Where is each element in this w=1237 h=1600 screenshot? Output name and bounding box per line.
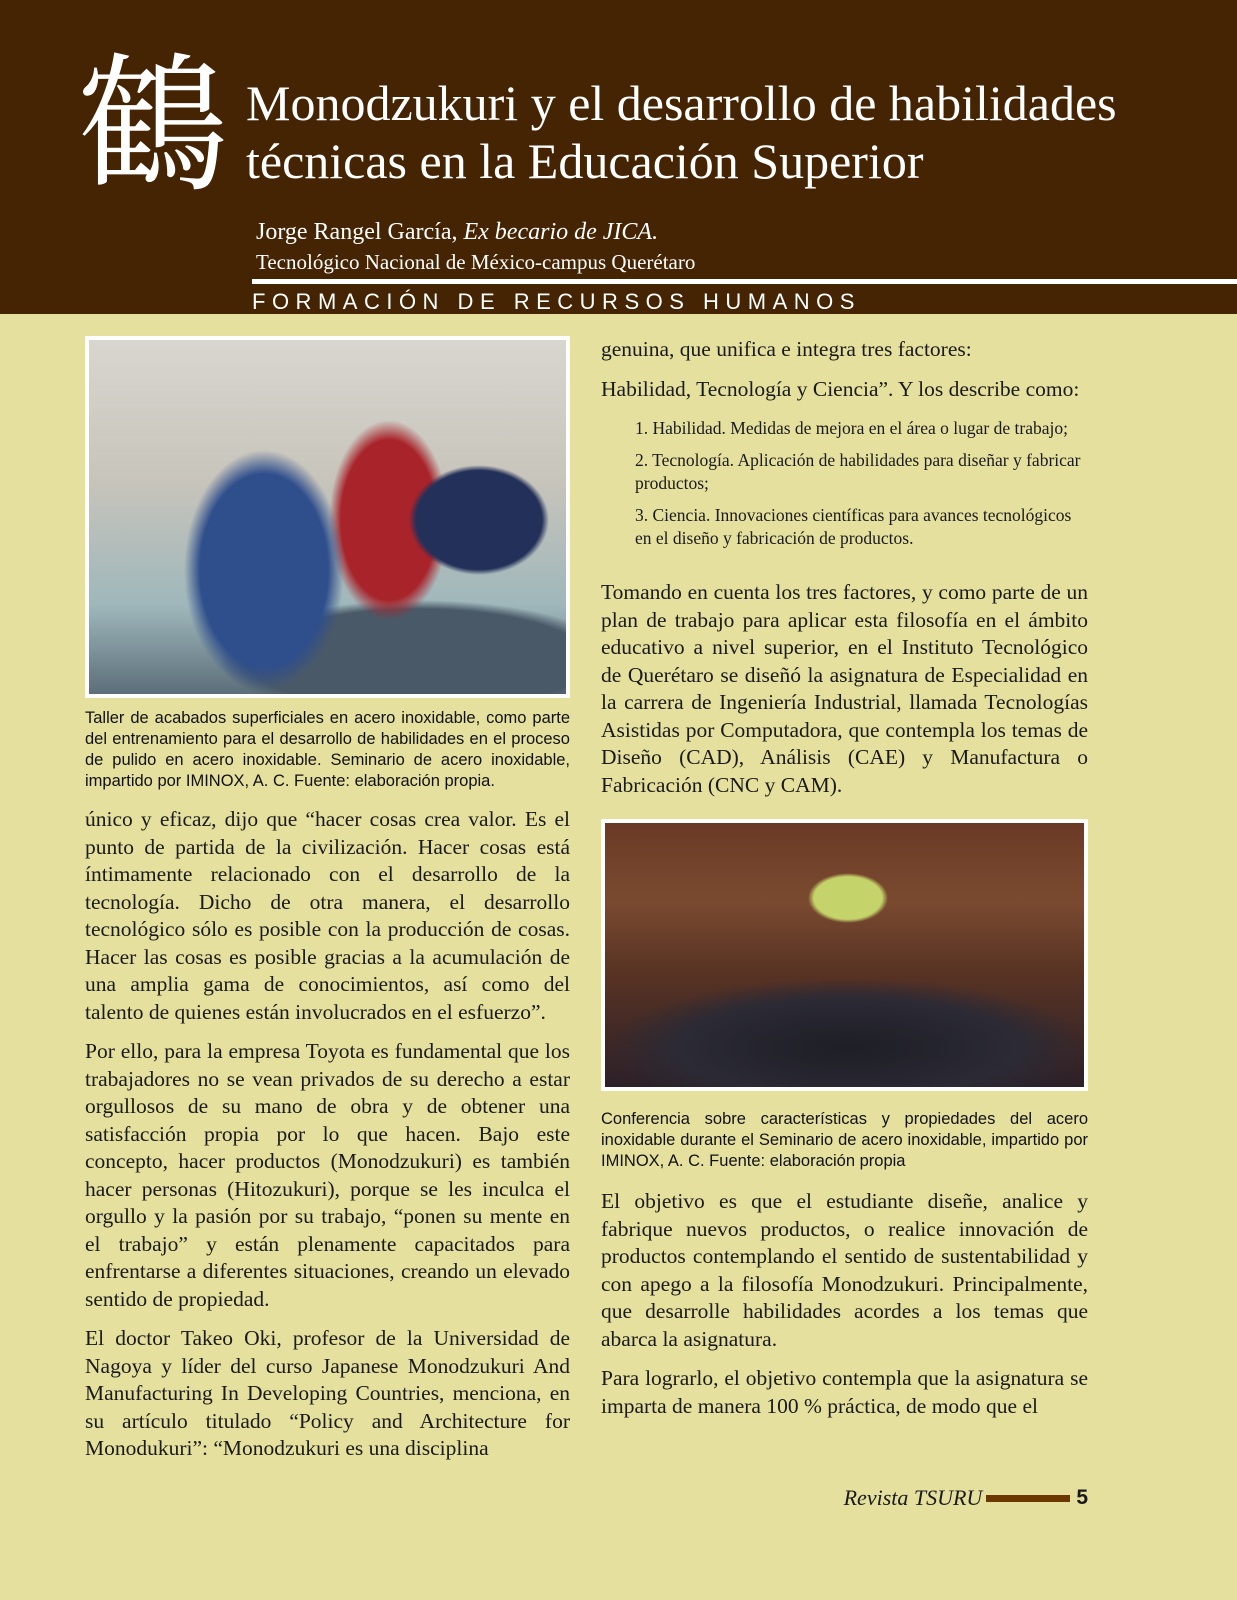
- list-item: 2. Tecnología. Aplicación de habilidades para diseñar y fabricar productos;: [635, 450, 1081, 493]
- author-role: Ex becario de JICA.: [463, 219, 659, 245]
- body-paragraph: genuina, que unifica e integra tres factores:: [601, 337, 972, 361]
- page-number: 5: [1076, 1486, 1088, 1509]
- header-divider: [252, 279, 1237, 284]
- body-paragraph: Para lograrlo, el objetivo contempla que la asignatura se imparta de manera 100 % práctica, de modo que el: [601, 1366, 1088, 1418]
- body-paragraph: El doctor Takeo Oki, profesor de la Universidad de Nagoya y líder del curso Japanese Monodzukuri And Manufacturing In Developing Countries, menciona, en su artículo titulado “Policy and Architecture for Monodukuri”: “Monodzukuri es una disciplina: [85, 1326, 570, 1460]
- author-name: Jorge Rangel García,: [256, 219, 458, 245]
- page-footer: [844, 1485, 1088, 1511]
- body-paragraph: Tomando en cuenta los tres factores, y como parte de un plan de trabajo para aplicar esta filosofía en el ámbito educativo a nivel superior, en el Instituto Tecnológico de Querétaro se diseñó la asignatura de Especialidad en la carrera de Ingeniería Industrial, llamada Tecnologías Asistidas por Computadora, que contempla los temas de Diseño (CAD), Análisis (CAE) y Manufactura o Fabricación (CNC y CAM).: [601, 580, 1088, 797]
- title-line-1: Monodzukuri y el desarrollo de habilidades: [246, 75, 1117, 131]
- body-paragraph: Por ello, para la empresa Toyota es fundamental que los trabajadores no se vean privados de su derecho a estar orgullosos de su mano de obra y de obtener una satisfacción propia por lo que hacen. Bajo este concepto, hacer productos (Monodzukuri) es también hacer personas (Hitozukuri), porque se les inculca el orgullo y la pasión por su trabajo, “ponen su mente en el trabajo” y están plenamente capacitados para enfrentarse a diferentes situaciones, creando un elevado sentido de propiedad.: [85, 1039, 570, 1311]
- author-byline: [256, 218, 658, 246]
- body-paragraph: Habilidad, Tecnología y Ciencia”. Y los describe como:: [601, 376, 1080, 401]
- magazine-name: Revista TSURU: [843, 1485, 983, 1510]
- figure-1-caption: Taller de acabados superficiales en acero inoxidable, como parte del entrenamiento para el desarrollo de habilidades en el proceso de pulido en acero inoxidable. Seminario de acero inoxidable, impartido por IMINOX, A. C. Fuente: elaboración propia.: [85, 709, 570, 790]
- workshop-photo: [85, 336, 570, 698]
- body-paragraph: El objetivo es que el estudiante diseñe, analice y fabrique nuevos productos, o realice innovación de productos contemplando el sentido de sustentabilidad y con apego a la filosofía Monodzukuri. Principalmente, que desarrolle habilidades acordes a los temas que abarca la asignatura.: [601, 1189, 1088, 1351]
- article-header: [0, 0, 1237, 314]
- author-affiliation: Tecnológico Nacional de México-campus Querétaro: [256, 250, 696, 274]
- tsuru-kanji-logo: 鶴: [78, 40, 229, 214]
- factors-list: [635, 417, 1088, 550]
- left-column: [85, 336, 570, 1475]
- list-item: 1. Habilidad. Medidas de mejora en el área o lugar de trabajo;: [635, 418, 1068, 438]
- figure-2-caption: Conferencia sobre características y propiedades del acero inoxidable durante el Seminario de acero inoxidable, impartido por IMINOX, A. C. Fuente: elaboración propia: [601, 1110, 1088, 1170]
- article-title: [246, 74, 1226, 190]
- section-label: FORMACIÓN DE RECURSOS HUMANOS: [252, 289, 861, 314]
- conference-photo: [601, 819, 1088, 1091]
- footer-bar: [986, 1495, 1070, 1502]
- body-paragraph: único y eficaz, dijo que “hacer cosas crea valor. Es el punto de partida de la civilización. Hacer cosas está íntimamente relacionado con el desarrollo de la tecnología. Dicho de otra manera, el desarrollo tecnológico sólo es posible con la producción de cosas. Hacer las cosas es posible gracias a la acumulación de una amplia gama de conocimientos, así como del talento de quienes están involucrados en el esfuerzo”.: [85, 807, 570, 1024]
- list-item: 3. Ciencia. Innovaciones científicas para avances tecnológicos en el diseño y fabricación de productos.: [635, 505, 1072, 548]
- title-line-2: técnicas en la Educación Superior: [246, 133, 924, 189]
- right-column: [601, 336, 1088, 1432]
